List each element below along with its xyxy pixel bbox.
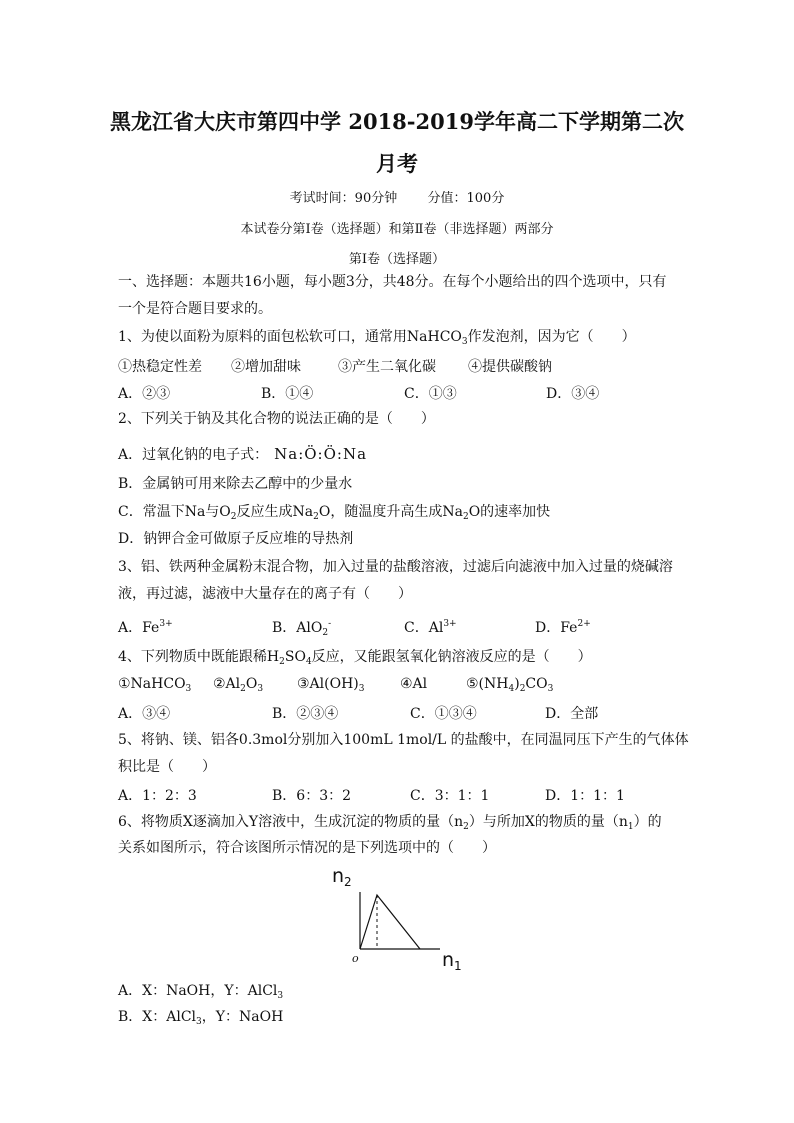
q5-option-b: B．6：3：2 [272, 788, 352, 804]
intro-line1: 一、选择题：本题共16小题，每小题3分，共48分。在每个小题给出的四个选项中，只有 [118, 274, 667, 290]
q1-item-3: ③产生二氧化碳 [338, 359, 436, 375]
document-title-line1: 黑龙江省大庆市第四中学 2018-2019学年高二下学期第二次 [110, 109, 684, 134]
q2-stem: 2、下列关于钠及其化合物的说法正确的是（ ） [118, 411, 435, 427]
q6-option-b: B．X：AlCl$_3$，Y：NaOH [118, 1009, 284, 1027]
q4-item-3: $③Al(OH)_3$ [297, 676, 365, 694]
q3-stem-line2: 液，再过滤，滤液中大量存在的离子有（ ） [118, 586, 412, 602]
q6-stem-line1: 6、将物质X逐滴加入Y溶液中，生成沉淀的物质的量$(n_2)$与所加X的物质的量$(n_1)$的 [118, 814, 662, 832]
q4-item-4: ④Al [400, 676, 428, 692]
q1-item-4: ④提供碳酸钠 [468, 359, 552, 375]
q1-option-d: D．③④ [546, 386, 600, 402]
q4-option-c: C．①③④ [410, 706, 477, 722]
q1-option-c: C．①③ [404, 386, 457, 402]
q5-stem-line2: 积比是（ ） [118, 759, 216, 775]
q2-option-d: D．钠钾合金可做原子反应堆的导热剂 [118, 531, 354, 547]
q4-option-d: D．全部 [545, 706, 599, 722]
q6-stem-line2: 关系如图所示，符合该图所示情况的是下列选项中的（ ） [118, 840, 496, 856]
q5-option-a: A．1：2：3 [118, 788, 197, 804]
q6-option-a: A．X：NaOH，Y：AlCl$_3$ [118, 983, 284, 1001]
q1-item-1: ①热稳定性差 [118, 359, 202, 375]
q5-option-d: D．1：1：1 [545, 788, 625, 804]
q1-option-a: A．②③ [118, 386, 171, 402]
sodium-peroxide-electron-formula: Na:Ö:Ö:Na [274, 445, 368, 463]
q3-option-a: A．$Fe^{3+}$ [118, 619, 173, 636]
q4-item-2: $②Al_2O_3$ [213, 676, 264, 694]
precipitate-graph [332, 862, 472, 974]
q1-stem: 1、为使以面粉为原料的面包松软可口，通常用NaHCO$_3$作发泡剂，因为它（ ） [118, 329, 636, 347]
q5-option-c: C．3：1：1 [410, 788, 490, 804]
q3-option-b: B．AlO$_2$- [272, 619, 332, 638]
q4-item-5: $⑤(NH_4)_2CO_3$ [466, 676, 554, 694]
graph-x-sub: 1 [454, 959, 462, 973]
q3-option-d: D．$Fe^{2+}$ [535, 619, 591, 636]
q4-item-1: ①NaHCO$_3$ [118, 676, 192, 694]
q4-stem: 4、下列物质中既能跟稀$H_2SO_4$反应，又能跟氢氧化钠溶液反应的是（ ） [118, 649, 592, 667]
q5-stem-line1: 5、将钠、镁、铝各0.3mol分别加入100mL 1mol/L 的盐酸中，在同温同压下产生的气体体 [118, 732, 689, 748]
q4-option-a: A．③④ [118, 706, 171, 722]
graph-y-label: n [332, 865, 345, 887]
graph-origin: o [352, 952, 359, 965]
q2-option-a: A．过氧化钠的电子式： Na:Ö:Ö:Na [118, 445, 368, 463]
q2-option-c: C．常温下Na与$O_2$反应生成$Na_2O$，随温度升高生成$Na_2O$的速率加快 [118, 504, 551, 522]
intro-line2: 一个是符合题目要求的。 [118, 301, 272, 317]
graph-y-sub: 2 [344, 875, 352, 889]
document-title-line2: 月考 [376, 151, 418, 176]
q1-option-b: B．①④ [261, 386, 314, 402]
exam-time: 考试时间：90分钟 [289, 191, 398, 206]
exam-structure: 本试卷分第Ⅰ卷（选择题）和第Ⅱ卷（非选择题）两部分 [240, 222, 554, 237]
graph-curve [360, 895, 420, 949]
q1-item-2: ②增加甜味 [231, 359, 301, 375]
q3-option-c: C．$Al^{3+}$ [404, 619, 457, 636]
section-heading: 第Ⅰ卷（选择题） [348, 252, 446, 267]
exam-score: 分值：100分 [427, 191, 505, 206]
q4-option-b: B．②③④ [272, 706, 339, 722]
graph-x-label: n [442, 949, 455, 971]
q2-option-b: B．金属钠可用来除去乙醇中的少量水 [118, 476, 353, 492]
q3-stem-line1: 3、铝、铁两种金属粉末混合物，加入过量的盐酸溶液，过滤后向滤液中加入过量的烧碱溶 [118, 559, 673, 575]
exam-info [0, 187, 794, 206]
